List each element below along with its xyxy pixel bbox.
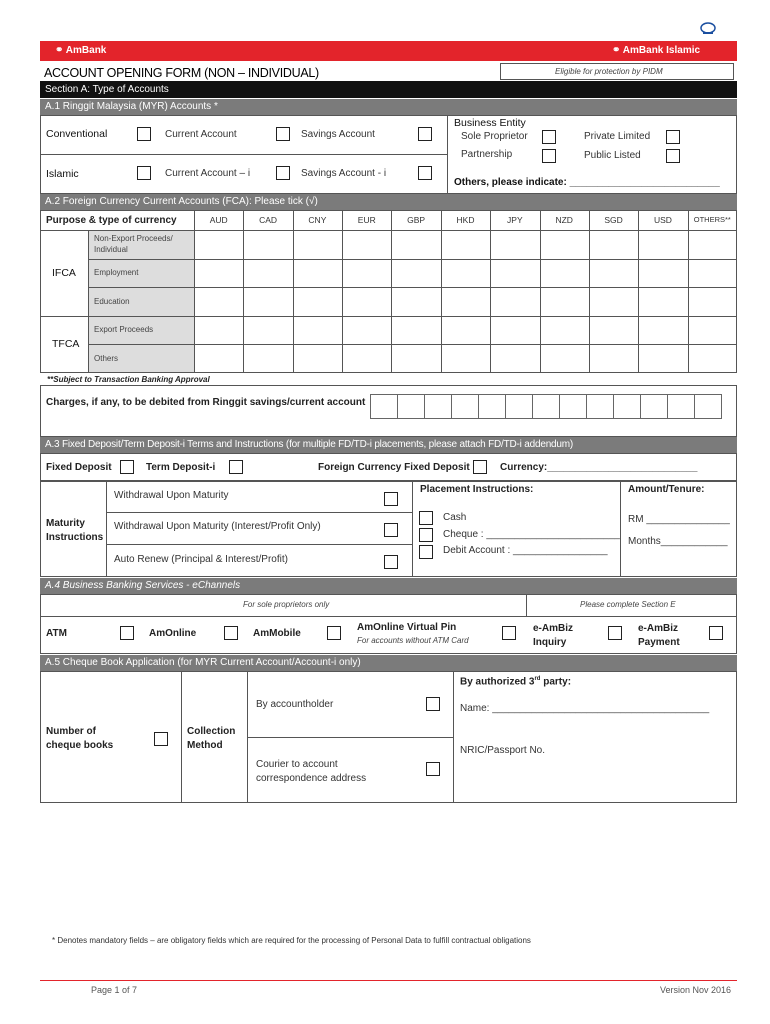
fca-tick-cell[interactable] [342, 344, 391, 373]
fca-tick-cell[interactable] [342, 316, 391, 344]
fca-tick-cell[interactable] [194, 344, 243, 373]
a2-title: A.2 Foreign Currency Current Accounts (FCA): Please tick (√) [45, 196, 318, 207]
eambiz-payment-line2: Payment [638, 636, 680, 648]
ifca-label: IFCA [52, 267, 76, 279]
version-label: Version Nov 2016 [660, 985, 732, 995]
sole-proprietor-checkbox[interactable] [542, 130, 556, 144]
sole-proprietor-label: Sole Proprietor [461, 131, 528, 142]
others-indicate-field[interactable]: Others, please indicate: ___________________________ [454, 177, 720, 188]
fca-tick-cell[interactable] [441, 316, 490, 344]
cheque-books-checkbox[interactable] [154, 732, 168, 746]
fca-tick-cell[interactable] [391, 287, 440, 316]
a5-title: A.5 Cheque Book Application (for MYR Current Account/Account-i only) [45, 657, 361, 668]
sole-prop-only-note: For sole proprietors only [243, 600, 330, 609]
currency-header-hkd: HKD [456, 215, 475, 225]
fca-tick-cell[interactable] [490, 259, 539, 287]
account-digit-box[interactable] [397, 394, 425, 419]
fixed-deposit-label: Fixed Deposit [46, 462, 112, 473]
fca-tick-cell[interactable] [391, 230, 440, 259]
private-limited-checkbox[interactable] [666, 130, 680, 144]
atm-label: ATM [46, 628, 67, 639]
maturity-instructions-label: Maturity Instructions [46, 518, 104, 543]
account-digit-box[interactable] [424, 394, 452, 419]
fca-tick-cell[interactable] [589, 287, 638, 316]
islamic-label: Islamic [46, 168, 79, 180]
withdrawal-upon-maturity-checkbox[interactable] [384, 492, 398, 506]
purpose-export-proceeds: Export Proceeds [94, 325, 154, 334]
fca-tick-cell[interactable] [441, 344, 490, 373]
method-line2: Method [187, 740, 223, 751]
authorized-name-field[interactable]: Name: _______________________________________ [460, 703, 710, 714]
fca-tick-cell[interactable] [342, 287, 391, 316]
fca-tick-cell[interactable] [688, 287, 737, 316]
nric-passport-field[interactable]: NRIC/Passport No. [460, 745, 546, 756]
fca-tick-cell[interactable] [391, 316, 440, 344]
currency-header-cad: CAD [259, 215, 278, 225]
current-account-label: Current Account [165, 129, 237, 140]
fca-tick-cell[interactable] [688, 344, 737, 373]
fca-tick-cell[interactable] [589, 230, 638, 259]
footer-rule [40, 980, 737, 981]
fca-tick-cell[interactable] [293, 230, 342, 259]
account-digit-box[interactable] [586, 394, 614, 419]
currency-header-eur: EUR [357, 215, 376, 225]
fca-tick-cell[interactable] [540, 259, 589, 287]
auto-renew-checkbox[interactable] [384, 555, 398, 569]
currency-header-sgd: SGD [604, 215, 623, 225]
currency-header-aud: AUD [209, 215, 228, 225]
fca-tick-cell[interactable] [194, 259, 243, 287]
account-digit-box[interactable] [451, 394, 479, 419]
fca-tick-cell[interactable] [391, 259, 440, 287]
ambank-logo [55, 46, 106, 56]
pidm-logo-icon [700, 22, 716, 36]
currency-header-cny: CNY [308, 215, 327, 225]
fca-tick-cell[interactable] [589, 344, 638, 373]
fca-tick-cell[interactable] [243, 316, 292, 344]
cheque-checkbox[interactable] [419, 528, 433, 542]
purpose-non-export: Non-Export Proceeds/ Individual [94, 234, 173, 254]
months-field[interactable]: Months____________ [628, 536, 728, 547]
cash-label: Cash [443, 512, 467, 523]
fca-tick-cell[interactable] [589, 316, 638, 344]
pidm-note: Eligible for protection by PIDM [555, 67, 663, 76]
fca-tick-cell[interactable] [638, 316, 687, 344]
current-account-checkbox[interactable] [276, 127, 290, 141]
currency-header-jpy: JPY [507, 215, 523, 225]
eambiz-inquiry-label [533, 622, 573, 649]
virtual-pin-checkbox[interactable] [502, 626, 516, 640]
placement-instructions-label: Placement Instructions: [420, 484, 534, 495]
ammobile-label: AmMobile [253, 628, 301, 639]
ambank-logo-text: AmBank [65, 45, 107, 56]
fca-tick-cell[interactable] [490, 316, 539, 344]
tfca-label: TFCA [52, 338, 80, 350]
currency-header-others: OTHERS** [693, 215, 731, 224]
savings-account-checkbox[interactable] [418, 127, 432, 141]
fca-tick-cell[interactable] [490, 287, 539, 316]
amount-tenure-label: Amount/Tenure: [628, 484, 705, 495]
fca-tick-cell[interactable] [540, 287, 589, 316]
fca-tick-cell[interactable] [540, 316, 589, 344]
a3-title: A.3 Fixed Deposit/Term Deposit-i Terms and Instructions (for multiple FD/TD-i placements, please attach FD/TD-i addendum) [45, 439, 574, 450]
courier-line1: Courier to account [256, 759, 338, 770]
account-digit-box[interactable] [640, 394, 668, 419]
savings-account-label: Savings Account [301, 129, 375, 140]
partnership-checkbox[interactable] [542, 149, 556, 163]
fixed-deposit-checkbox[interactable] [120, 460, 134, 474]
eambiz-inquiry-line1: e-AmBiz [533, 623, 574, 634]
purpose-education: Education [94, 297, 130, 306]
public-listed-checkbox[interactable] [666, 149, 680, 163]
page-number: Page 1 of 7 [91, 985, 138, 995]
account-digit-box[interactable] [478, 394, 506, 419]
fca-tick-cell[interactable] [342, 259, 391, 287]
atm-checkbox[interactable] [120, 626, 134, 640]
number-of-cheque-books-label [46, 725, 113, 753]
fca-tick-cell[interactable] [293, 259, 342, 287]
private-limited-label: Private Limited [584, 131, 651, 142]
fca-footnote: **Subject to Transaction Banking Approval [47, 375, 210, 384]
debit-account-checkbox[interactable] [419, 545, 433, 559]
fca-tick-cell[interactable] [293, 344, 342, 373]
fca-tick-cell[interactable] [243, 230, 292, 259]
fca-tick-cell[interactable] [589, 259, 638, 287]
currency-header-gbp: GBP [407, 215, 426, 225]
debit-account-field[interactable]: Debit Account : _________________ [443, 545, 608, 556]
account-digit-box[interactable] [505, 394, 533, 419]
fca-tick-cell[interactable] [194, 316, 243, 344]
by-accountholder-checkbox[interactable] [426, 697, 440, 711]
fca-tick-cell[interactable] [688, 230, 737, 259]
mandatory-note: * Denotes mandatory fields – are obligatory fields which are required for the processing of Personal Data to fulfill contractual obligations [52, 936, 531, 945]
cheque-books-line2: cheque books [46, 740, 114, 751]
fca-tick-cell[interactable] [243, 344, 292, 373]
fca-tick-cell[interactable] [638, 259, 687, 287]
currency-header-usd: USD [653, 215, 672, 225]
fca-tick-cell[interactable] [638, 230, 687, 259]
complete-section-e-note: Please complete Section E [580, 600, 676, 609]
fca-tick-cell[interactable] [638, 287, 687, 316]
amonline-label: AmOnline [149, 628, 197, 639]
eambiz-inquiry-line2: Inquiry [533, 636, 567, 648]
purpose-employment: Employment [94, 268, 139, 277]
courier-label [256, 758, 366, 786]
purpose-header: Purpose & type of currency [46, 215, 177, 226]
fca-tick-cell[interactable] [194, 287, 243, 316]
currency-field[interactable]: Currency:___________________________ [500, 462, 698, 473]
purpose-others: Others [94, 354, 119, 363]
savings-account-i-label: Savings Account - i [301, 168, 387, 179]
without-atm-note: For accounts without ATM Card [357, 636, 469, 645]
currency-header-nzd: NZD [555, 215, 573, 225]
fca-tick-cell[interactable] [194, 230, 243, 259]
amonline-checkbox[interactable] [224, 626, 238, 640]
a1-title: A.1 Ringgit Malaysia (MYR) Accounts * [45, 101, 218, 112]
section-a-title: Section A: Type of Accounts [45, 84, 169, 95]
fca-tick-cell[interactable] [688, 316, 737, 344]
islamic-checkbox[interactable] [137, 166, 151, 180]
current-account-i-checkbox[interactable] [276, 166, 290, 180]
authorized-party-label: By authorized 3rd party: [460, 676, 572, 688]
ambank-islamic-logo [612, 46, 700, 56]
conventional-checkbox[interactable] [137, 127, 151, 141]
fca-tick-cell[interactable] [540, 230, 589, 259]
by-accountholder-label: By accountholder [256, 699, 334, 710]
account-digit-box[interactable] [613, 394, 641, 419]
cash-checkbox[interactable] [419, 511, 433, 525]
withdrawal-interest-checkbox[interactable] [384, 523, 398, 537]
fca-tick-cell[interactable] [243, 287, 292, 316]
ambank-logo-icon: ⚭ [55, 45, 66, 56]
ambank-islamic-logo-icon: ⚭ [612, 45, 623, 56]
rm-field[interactable]: RM _______________ [628, 514, 730, 525]
fca-tick-cell[interactable] [243, 259, 292, 287]
account-digit-box[interactable] [532, 394, 560, 419]
fca-tick-cell[interactable] [441, 287, 490, 316]
fc-fixed-deposit-label: Foreign Currency Fixed Deposit [318, 462, 470, 473]
fca-tick-cell[interactable] [540, 344, 589, 373]
fca-tick-cell[interactable] [293, 316, 342, 344]
fca-tick-cell[interactable] [441, 259, 490, 287]
ammobile-checkbox[interactable] [327, 626, 341, 640]
ambank-islamic-logo-text: AmBank Islamic [622, 45, 701, 56]
term-deposit-checkbox[interactable] [229, 460, 243, 474]
eambiz-inquiry-checkbox[interactable] [608, 626, 622, 640]
fca-tick-cell[interactable] [441, 230, 490, 259]
eambiz-payment-line1: e-AmBiz [638, 623, 679, 634]
account-digit-box[interactable] [667, 394, 695, 419]
fca-tick-cell[interactable] [293, 287, 342, 316]
fca-tick-cell[interactable] [688, 259, 737, 287]
account-digit-box[interactable] [559, 394, 587, 419]
partnership-label: Partnership [461, 149, 513, 160]
withdrawal-upon-maturity-label: Withdrawal Upon Maturity [114, 490, 229, 501]
a4-title: A.4 Business Banking Services - eChannels [45, 580, 241, 591]
fca-tick-cell[interactable] [342, 230, 391, 259]
cheque-field[interactable]: Cheque : ________________________ [443, 529, 620, 540]
savings-account-i-checkbox[interactable] [418, 166, 432, 180]
courier-line2: correspondence address [256, 773, 367, 784]
courier-checkbox[interactable] [426, 762, 440, 776]
virtual-pin-label: AmOnline Virtual Pin [357, 622, 457, 633]
public-listed-label: Public Listed [584, 150, 641, 161]
account-digit-box[interactable] [370, 394, 398, 419]
conventional-label: Conventional [46, 128, 108, 140]
eambiz-payment-checkbox[interactable] [709, 626, 723, 640]
auto-renew-label: Auto Renew (Principal & Interest/Profit) [114, 554, 288, 565]
withdrawal-interest-label: Withdrawal Upon Maturity (Interest/Profit Only) [114, 521, 321, 532]
fca-tick-cell[interactable] [638, 344, 687, 373]
form-title: ACCOUNT OPENING FORM (NON – INDIVIDUAL) [44, 66, 319, 80]
business-entity-label: Business Entity [454, 117, 526, 129]
current-account-i-label: Current Account – i [165, 168, 251, 179]
fca-tick-cell[interactable] [391, 344, 440, 373]
fca-tick-cell[interactable] [490, 344, 539, 373]
fc-fixed-deposit-checkbox[interactable] [473, 460, 487, 474]
charges-label: Charges, if any, to be debited from Ringgit savings/current account [46, 397, 366, 408]
account-digit-box[interactable] [694, 394, 722, 419]
number-of-line1: Number of [46, 726, 96, 737]
collection-method-label [187, 725, 235, 753]
eambiz-payment-label [638, 622, 680, 649]
fca-tick-cell[interactable] [490, 230, 539, 259]
term-deposit-label: Term Deposit-i [146, 462, 216, 473]
collection-line1: Collection [187, 726, 236, 737]
